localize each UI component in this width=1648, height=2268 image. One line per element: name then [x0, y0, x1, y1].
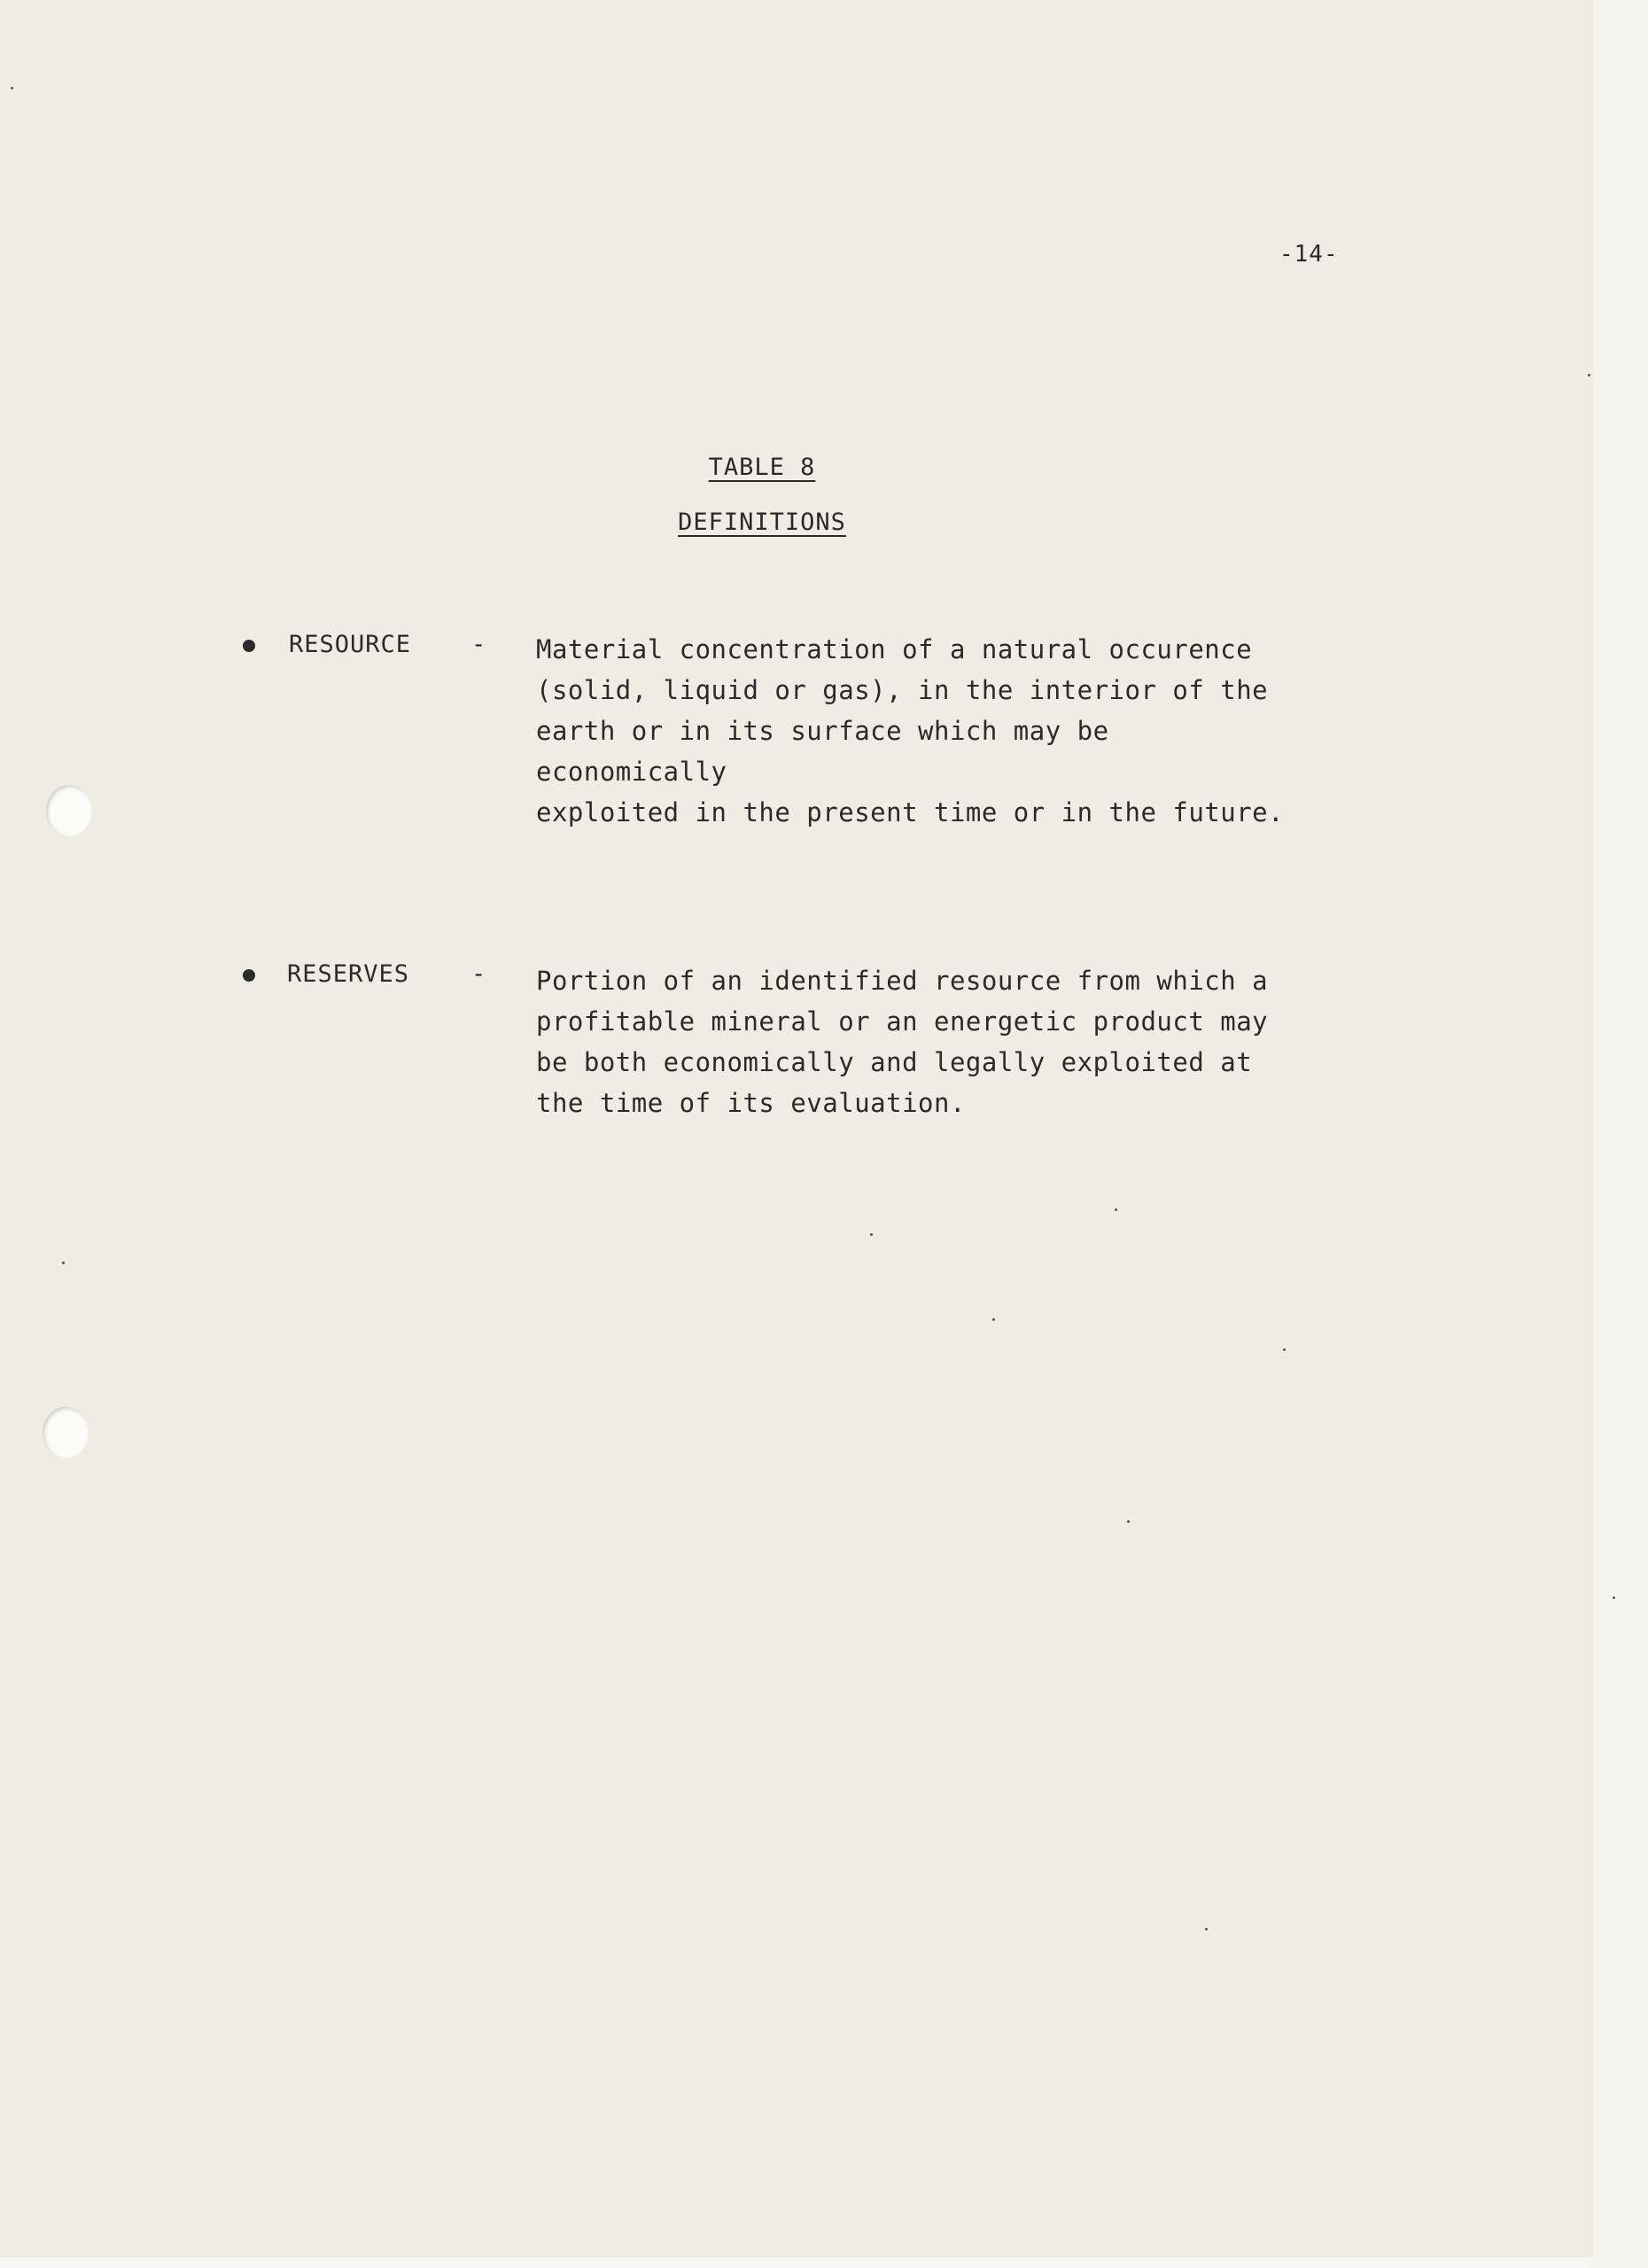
definition-line: earth or in its surface which may be economically	[536, 716, 1109, 787]
bullet-icon	[243, 640, 255, 652]
definition-reserves	[536, 960, 1298, 1123]
scan-speck	[1283, 1348, 1286, 1351]
scan-margin	[1593, 0, 1648, 2268]
scan-speck	[1613, 1596, 1615, 1599]
definition-line: profitable mineral or an energetic product may	[536, 1006, 1269, 1037]
definition-line: the time of its evaluation.	[536, 1088, 966, 1118]
punch-hole-top	[46, 785, 92, 836]
scan-margin-bottom	[0, 2257, 1593, 2268]
definition-line: Portion of an identified resource from which a	[536, 966, 1269, 996]
scan-speck	[992, 1318, 995, 1321]
definition-line: be both economically and legally exploited at	[536, 1047, 1253, 1077]
scan-speck	[62, 1262, 65, 1264]
definition-line: exploited in the present time or in the future.	[536, 797, 1285, 827]
page-title	[0, 509, 1524, 536]
separator-dash: -	[471, 960, 486, 988]
definition-resource	[536, 629, 1298, 833]
separator-dash: -	[471, 631, 486, 658]
scan-speck	[1205, 1928, 1208, 1930]
page-number: -14-	[1279, 241, 1339, 268]
bullet-icon	[243, 969, 255, 982]
scan-speck	[1115, 1208, 1117, 1211]
definition-line: Material concentration of a natural occurence	[536, 634, 1253, 664]
scan-speck	[11, 87, 13, 89]
table-label-text: TABLE 8	[708, 454, 816, 481]
table-label	[0, 454, 1524, 481]
definition-line: (solid, liquid or gas), in the interior of the	[536, 675, 1269, 705]
page-title-text: DEFINITIONS	[678, 509, 846, 536]
scan-speck	[1127, 1520, 1130, 1523]
term-resource: RESOURCE	[289, 631, 412, 658]
punch-hole-bottom	[43, 1407, 89, 1458]
term-reserves: RESERVES	[287, 960, 410, 988]
scan-speck	[870, 1233, 873, 1236]
scan-speck	[1588, 374, 1590, 377]
